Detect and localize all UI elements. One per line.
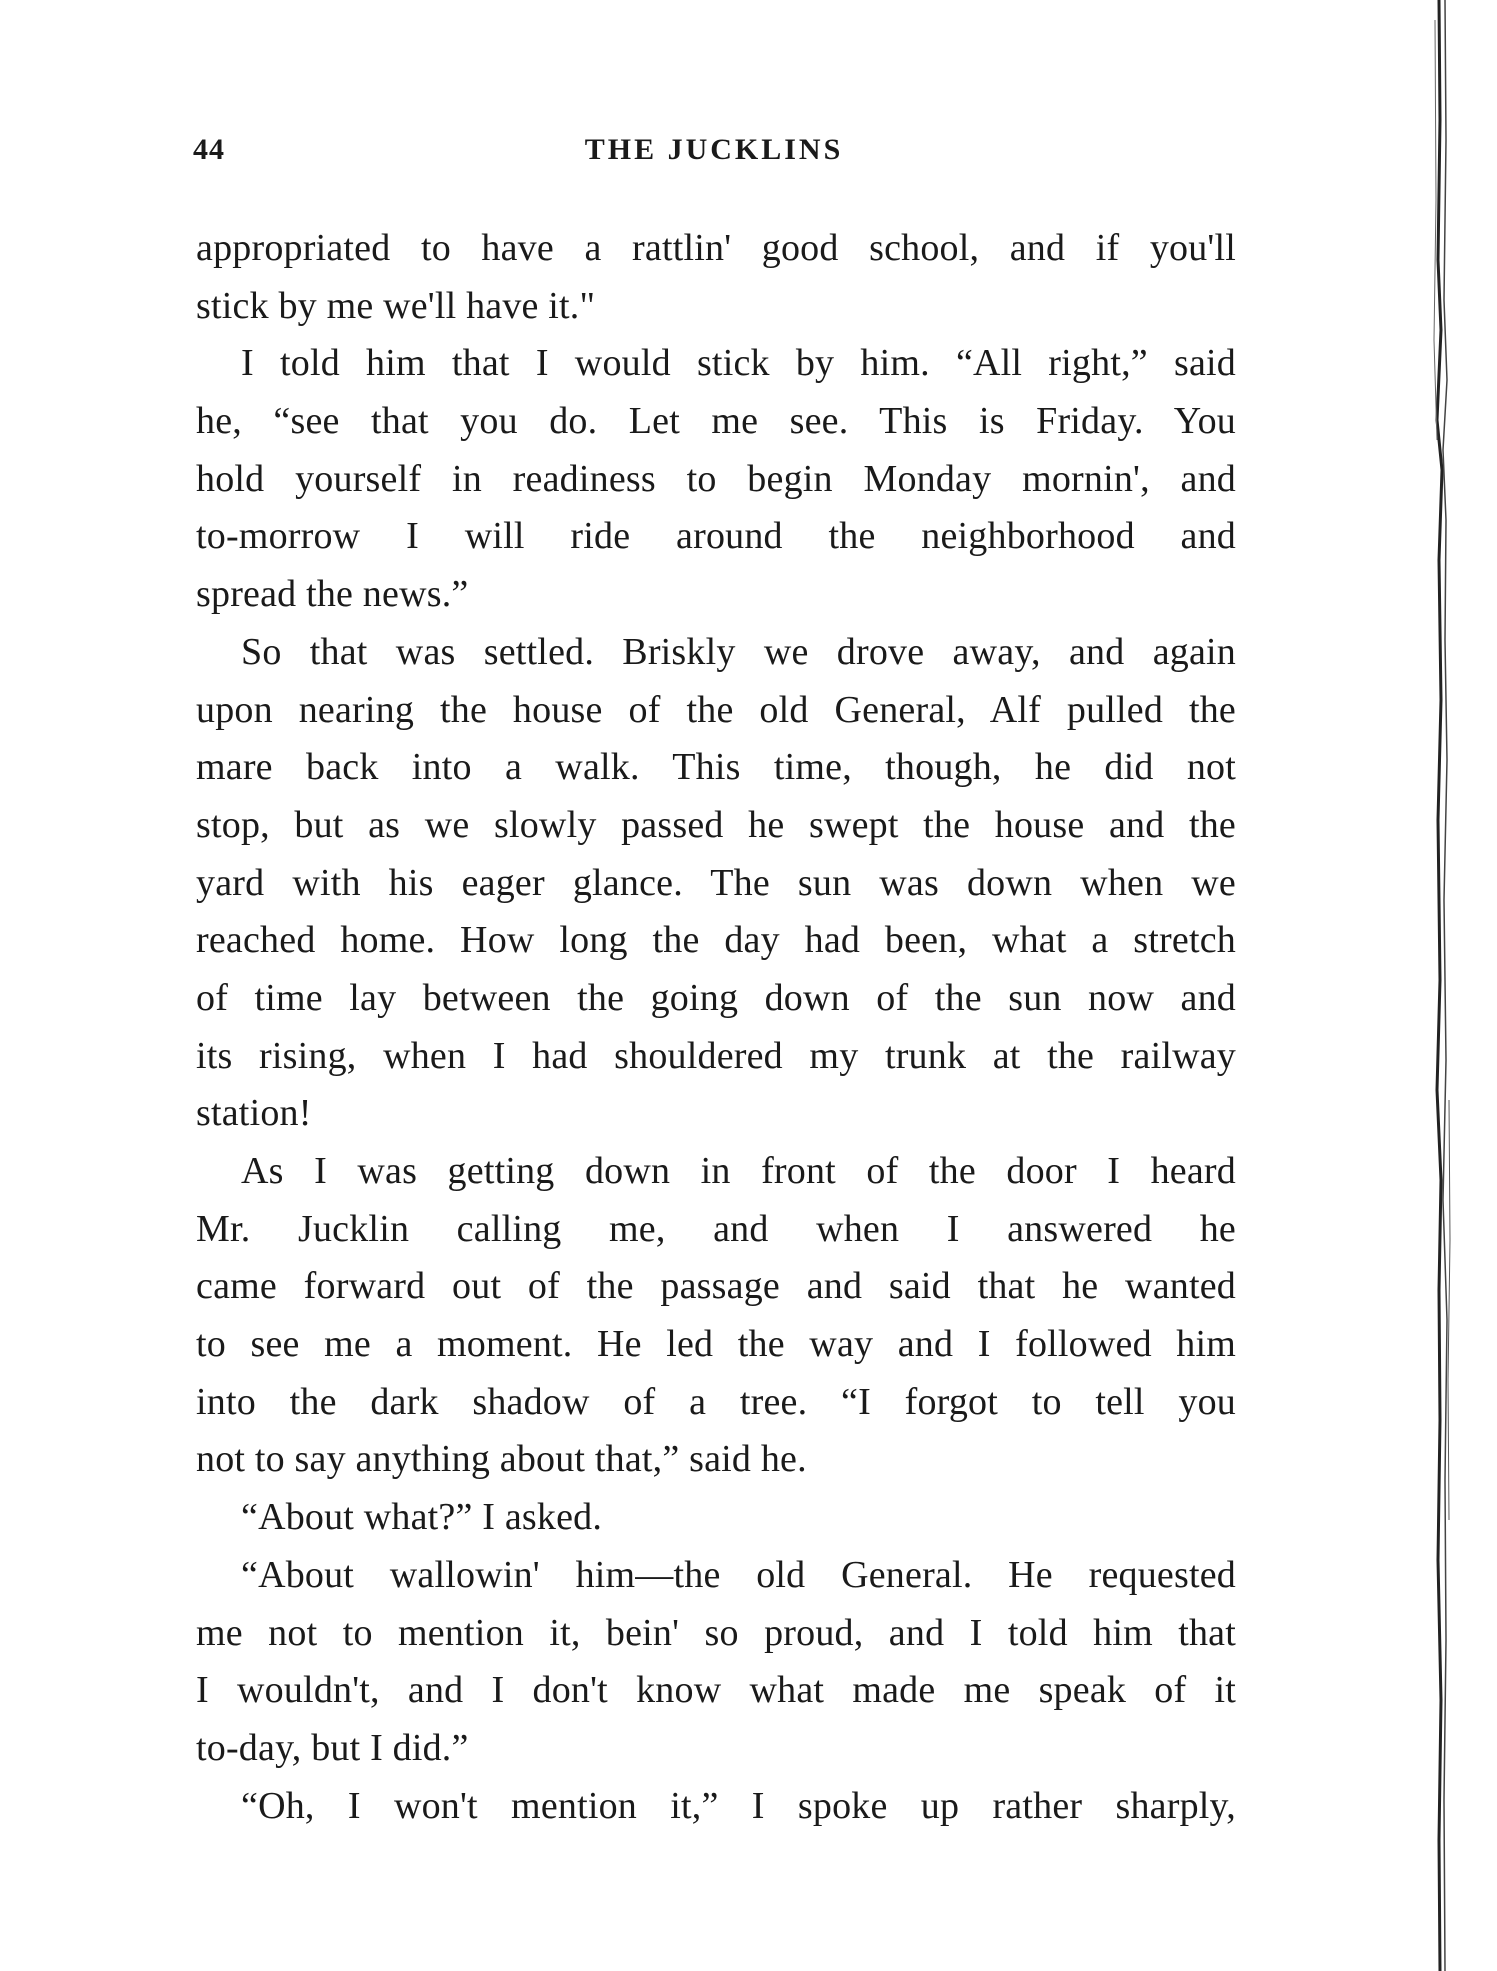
running-title: THE JUCKLINS <box>584 133 844 166</box>
text-line: “About wallowin' him—the old General. He requested <box>241 1553 1236 1596</box>
text-line: “Oh, I won't mention it,” I spoke up rather sharply, <box>241 1784 1236 1827</box>
text-line: he, “see that you do. Let me see. This is Friday. You <box>196 400 1236 443</box>
text-line: its rising, when I had shouldered my trunk at the railway <box>196 1034 1236 1077</box>
text-line: I wouldn't, and I don't know what made me speak of it <box>196 1669 1236 1712</box>
text-line: station! <box>196 1092 312 1135</box>
text-line: to see me a moment. He led the way and I followed him <box>196 1323 1236 1366</box>
text-line: not to say anything about that,” said he. <box>196 1438 807 1481</box>
running-head <box>193 133 1235 173</box>
body-text <box>196 220 1236 1835</box>
text-line: So that was settled. Briskly we drove away, and again <box>241 630 1236 673</box>
binding-edge-shadow <box>1425 0 1465 1971</box>
text-line: stick by me we'll have it." <box>196 284 596 327</box>
text-line: yard with his eager glance. The sun was down when we <box>196 861 1236 904</box>
text-line: me not to mention it, bein' so proud, and I told him that <box>196 1611 1236 1654</box>
text-line: spread the news.” <box>196 573 469 616</box>
text-line: As I was getting down in front of the door I heard <box>241 1150 1236 1192</box>
text-line: to-day, but I did.” <box>196 1726 469 1769</box>
text-line: upon nearing the house of the old General, Alf pulled the <box>196 688 1236 731</box>
text-line: to-morrow I will ride around the neighborhood and <box>196 515 1236 558</box>
page-number: 44 <box>193 133 225 166</box>
text-line: “About what?” I asked. <box>241 1496 603 1539</box>
text-line: I told him that I would stick by him. “All right,” said <box>241 342 1236 385</box>
text-line: reached home. How long the day had been, what a stretch <box>196 919 1236 962</box>
text-line: mare back into a walk. This time, though, he did not <box>196 746 1236 789</box>
text-line: Mr. Jucklin calling me, and when I answered he <box>196 1207 1236 1250</box>
text-line: of time lay between the going down of the sun now and <box>196 976 1236 1019</box>
text-line: stop, but as we slowly passed he swept the house and the <box>196 803 1236 846</box>
text-line: into the dark shadow of a tree. “I forgot to tell you <box>196 1380 1236 1423</box>
text-line: hold yourself in readiness to begin Monday mornin', and <box>196 457 1236 500</box>
text-line: came forward out of the passage and said that he wanted <box>196 1265 1236 1308</box>
text-line: appropriated to have a rattlin' good school, and if you'll <box>196 227 1236 269</box>
